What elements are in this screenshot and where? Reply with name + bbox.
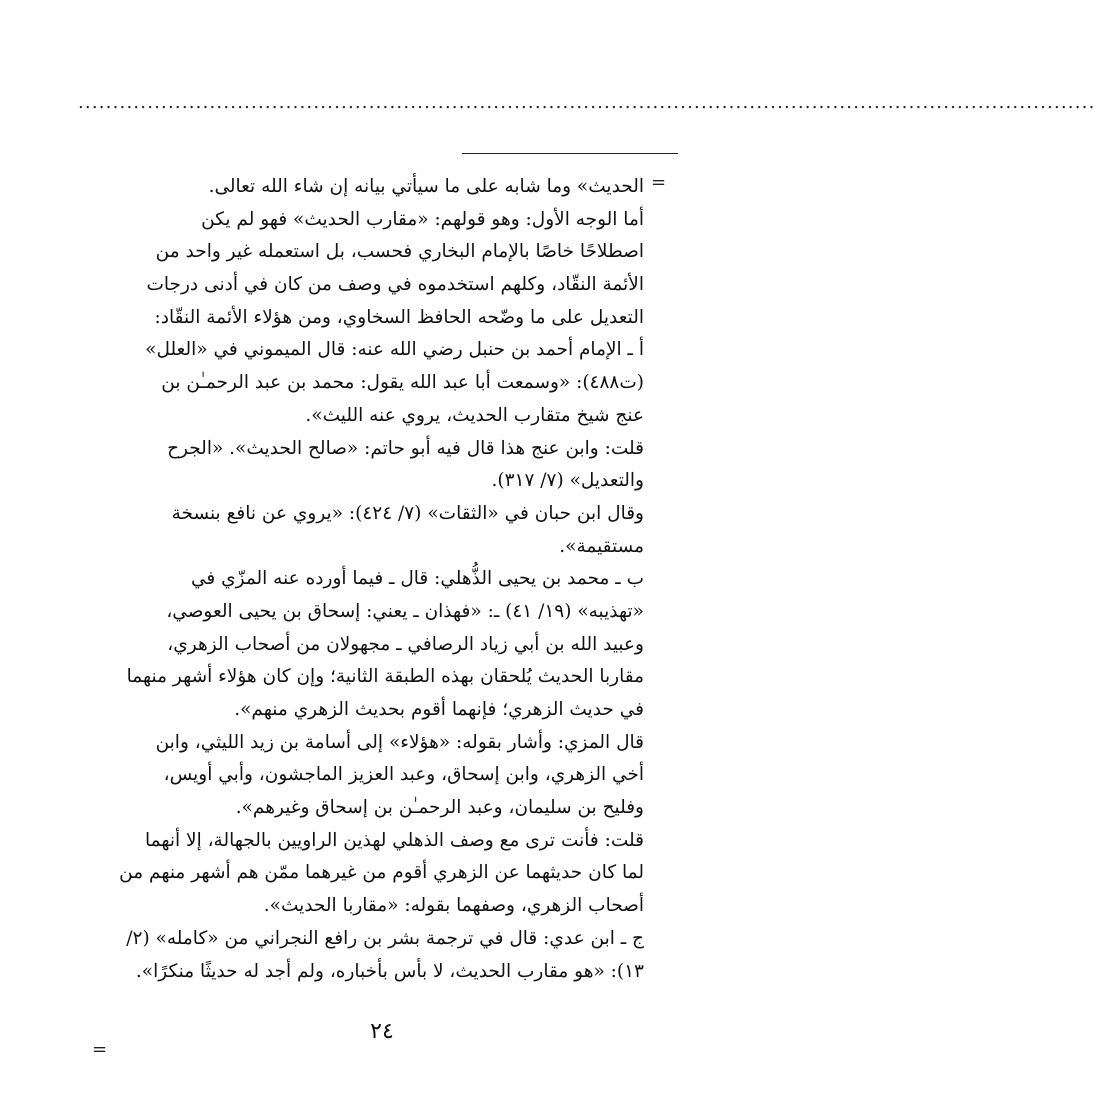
text-line: قال المزي: وأشار بقوله: «هؤلاء» إلى أسامة بن زيد الليثي، وابن	[155, 731, 644, 753]
text-line: أصحاب الزهري، وصفهما بقوله: «مقاربا الحديث».	[263, 895, 644, 917]
text-line: (ت٤٨٨): «وسمعت أبا عبد الله يقول: محمد بن عبد الرحمـٰن بن	[161, 372, 644, 394]
text-line: أ ـ الإمام أحمد بن حنبل رضي الله عنه: قال الميموني في «العلل»	[145, 339, 644, 361]
text-line: الأئمة النقّاد، وكلهم استخدموه في وصف من كان في أدنى درجات	[146, 274, 644, 296]
text-line: ١٣): «هو مقارب الحديث، لا بأس بأخباره، ولم أجد له حديثًا منكرًا».	[135, 960, 644, 982]
text-line: أما الوجه الأول: وهو قولهم: «مقارب الحديث» فهو لم يكن	[201, 208, 644, 230]
text-line: وفليح بن سليمان، وعبد الرحمـٰن بن إسحاق وغيرهم».	[235, 797, 644, 819]
text-line: ج ـ ابن عدي: قال في ترجمة بشر بن رافع النجراني من «كامله» (٢/	[126, 927, 644, 949]
footnote-rule	[462, 153, 678, 154]
text-line: وقال ابن حبان في «الثقات» (٧/ ٤٢٤): «يروي عن نافع بنسخة	[171, 502, 644, 524]
text-line: في حديث الزهري؛ فإنهما أقوم بحديث الزهري منهم».	[234, 699, 644, 720]
text-line: لما كان حديثهما عن الزهري أقوم من غيرهما ممّن هم أشهر منهم من	[119, 862, 644, 884]
text-line: قلت: فأنت ترى مع وصف الذهلي لهذين الراويين بالجهالة، إلا أنهما	[144, 829, 644, 851]
text-line: وعبيد الله بن أبي زياد الرصافي ـ مجهولان من أصحاب الزهري،	[167, 633, 644, 655]
text-line: والتعديل» (٧/ ٣١٧).	[491, 470, 644, 492]
text-line: «تهذيبه» (١٩/ ٤١) ـ: «فهذان ـ يعني: إسحاق بن يحيى العوصي،	[166, 600, 644, 622]
continuation-marker-bottom: =	[92, 1039, 108, 1060]
text-line: مقاربا الحديث يُلحقان بهذه الطبقة الثانية؛ وإن كان هؤلاء أشهر منهما	[126, 666, 644, 688]
text-line: ب ـ محمد بن يحيى الذُّهلي: قال ـ فيما أورده عنه المزّي في	[190, 568, 644, 590]
dotted-separator: ...................................................................................................................................................	[78, 92, 1096, 113]
text-line: اصطلاحًا خاصًا بالإمام البخاري فحسب، بل استعمله غير واحد من	[155, 241, 644, 263]
text-line: مستقيمة».	[559, 535, 644, 557]
text-line: التعديل على ما وضّحه الحافظ السخاوي، ومن هؤلاء الأئمة النقّاد:	[154, 306, 644, 328]
footnote-text	[84, 171, 644, 988]
page-number: ٢٤	[370, 1019, 394, 1044]
text-line: عنج شيخ متقارب الحديث، يروي عنه الليث».	[305, 404, 644, 426]
text-line: الحديث» وما شابه على ما سيأتي بيانه إن شاء الله تعالى.	[208, 176, 644, 197]
text-line: أخي الزهري، وابن إسحاق، وعبد العزيز الماجشون، وأبي أويس،	[163, 764, 644, 786]
text-line: قلت: وابن عنج هذا قال فيه أبو حاتم: «صالح الحديث». «الجرح	[167, 437, 644, 459]
continuation-marker-top: =	[651, 172, 667, 193]
